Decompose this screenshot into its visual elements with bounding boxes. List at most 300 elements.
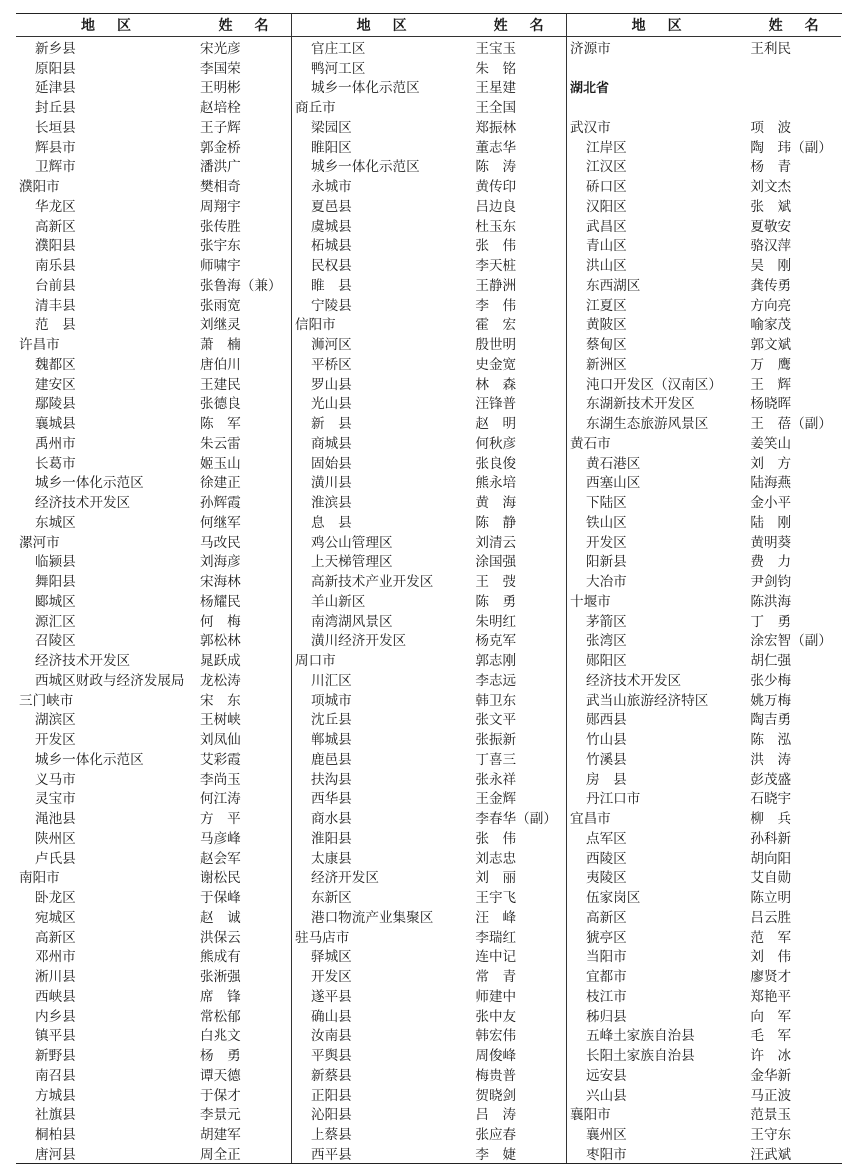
- region-cell: 潢川经济开发区: [311, 633, 407, 650]
- table-row: [292, 393, 566, 413]
- table-column-1: [16, 14, 291, 1163]
- table-row: [292, 709, 566, 729]
- region-cell: 三门峡市: [19, 692, 74, 709]
- name-cell: 金华新: [750, 1067, 792, 1084]
- table-row: [16, 294, 291, 314]
- region-cell: 武昌区: [586, 218, 627, 235]
- region-cell: 淮滨县: [311, 495, 352, 512]
- table-row: [567, 1143, 841, 1163]
- name-cell: 赵 明: [475, 416, 517, 433]
- table-row: [292, 1143, 566, 1163]
- name-cell: 汪 峰: [475, 909, 517, 926]
- table-row: [567, 906, 841, 926]
- region-cell: 沌口开发区（汉南区）: [586, 376, 722, 393]
- region-cell: 浉河区: [311, 337, 352, 354]
- region-cell: 平舆县: [311, 1048, 352, 1065]
- table-row: [292, 1025, 566, 1045]
- region-cell: 卫辉市: [35, 159, 76, 176]
- name-cell: 王全国: [475, 100, 517, 117]
- region-cell: 黄石港区: [586, 455, 641, 472]
- table-row: [567, 452, 841, 472]
- name-cell: 霍 宏: [475, 317, 517, 334]
- region-cell: 襄州区: [586, 1127, 627, 1144]
- table-row: [292, 926, 566, 946]
- table-row: [16, 926, 291, 946]
- region-cell: 夷陵区: [586, 870, 627, 887]
- region-cell: 武汉市: [570, 119, 611, 136]
- table-row: [292, 254, 566, 274]
- table-row: [292, 847, 566, 867]
- name-cell: 孙辉霞: [200, 495, 241, 512]
- name-cell: 王明彬: [200, 80, 241, 97]
- name-cell: 宋海林: [200, 574, 241, 591]
- name-cell: 范景玉: [750, 1107, 792, 1124]
- name-cell: 李景元: [200, 1107, 241, 1124]
- region-cell: 张湾区: [586, 633, 627, 650]
- table-row: [292, 314, 566, 334]
- region-cell: 商丘市: [295, 100, 336, 117]
- region-cell: 商水县: [311, 811, 352, 828]
- region-cell: 下陆区: [586, 495, 627, 512]
- table-row: [567, 551, 841, 571]
- region-cell: 鄢陵县: [35, 396, 76, 413]
- name-cell: 尹剑钧: [750, 574, 792, 591]
- region-cell: 竹溪县: [586, 751, 627, 768]
- name-cell: 李国荣: [200, 60, 241, 77]
- region-cell: 城乡一体化示范区: [35, 751, 144, 768]
- region-cell: 房 县: [586, 771, 627, 788]
- table-row: [16, 1064, 291, 1084]
- table-row: [292, 215, 566, 235]
- name-cell: 韩宏伟: [475, 1028, 517, 1045]
- table-row: [292, 57, 566, 77]
- region-cell: 南召县: [35, 1067, 76, 1084]
- table-row: [292, 669, 566, 689]
- region-cell: 兴山县: [586, 1087, 627, 1104]
- region-cell: 经济技术开发区: [35, 495, 131, 512]
- name-cell: 王守东: [750, 1127, 792, 1144]
- table-row: [292, 1104, 566, 1124]
- table-row: [567, 96, 841, 116]
- table-row: [16, 393, 291, 413]
- table-row: [16, 353, 291, 373]
- region-cell: 延津县: [35, 80, 76, 97]
- table-row: [292, 570, 566, 590]
- name-cell: 张良俊: [475, 455, 517, 472]
- table-row: [567, 867, 841, 887]
- name-cell: 刘 伟: [750, 949, 792, 966]
- table-row: [16, 432, 291, 452]
- region-cell: 长葛市: [35, 455, 76, 472]
- region-cell: 义马市: [35, 771, 76, 788]
- name-cell: 王宇飞: [475, 890, 517, 907]
- table-row: [567, 709, 841, 729]
- table-row: [292, 412, 566, 432]
- table-row: [567, 649, 841, 669]
- name-cell: 李春华（副）: [475, 811, 557, 828]
- name-cell: 王金辉: [475, 791, 517, 808]
- table-row: [292, 531, 566, 551]
- table-row: [567, 768, 841, 788]
- table-row: [292, 235, 566, 255]
- name-cell: 龙松涛: [200, 672, 241, 689]
- region-cell: 方城县: [35, 1087, 76, 1104]
- name-cell: 刘 丽: [475, 870, 517, 887]
- region-cell: 东城区: [35, 514, 76, 531]
- region-cell: 正阳县: [311, 1087, 352, 1104]
- table-row: [292, 274, 566, 294]
- name-cell: 费 力: [750, 554, 792, 571]
- table-row: [292, 136, 566, 156]
- name-cell: 王子辉: [200, 119, 241, 136]
- name-cell: 张传胜: [200, 218, 241, 235]
- region-cell: 点军区: [586, 830, 627, 847]
- table-row: [567, 965, 841, 985]
- table-row: [16, 452, 291, 472]
- region-cell: 西陵区: [586, 850, 627, 867]
- region-cell: 东湖新技术开发区: [586, 396, 695, 413]
- region-cell: 禹州市: [35, 435, 76, 452]
- name-cell: 史金宽: [475, 356, 517, 373]
- header-name: 姓名: [768, 18, 841, 34]
- region-cell: 茅箭区: [586, 613, 627, 630]
- region-cell: 青山区: [586, 238, 627, 255]
- table-row: [567, 1025, 841, 1045]
- name-cell: 张 伟: [475, 830, 517, 847]
- region-cell: 城乡一体化示范区: [35, 475, 144, 492]
- region-cell: 西塞山区: [586, 475, 641, 492]
- name-cell: 刘志忠: [475, 850, 517, 867]
- name-cell: 张雨宽: [200, 297, 241, 314]
- region-cell: 东湖生态旅游风景区: [586, 416, 709, 433]
- table-row: [567, 37, 841, 57]
- table-row: [567, 57, 841, 77]
- region-cell: 西城区财政与经济发展局: [35, 672, 185, 689]
- region-cell: 十堰市: [570, 593, 611, 610]
- name-cell: 萧 楠: [200, 337, 241, 354]
- table-row: [567, 531, 841, 551]
- table-row: [567, 254, 841, 274]
- region-cell: 东西湖区: [586, 277, 641, 294]
- directory-table: [16, 13, 842, 1164]
- region-cell: 太康县: [311, 850, 352, 867]
- name-cell: 宋光彦: [200, 40, 241, 57]
- table-row: [292, 689, 566, 709]
- region-cell: 汉阳区: [586, 198, 627, 215]
- name-cell: 郭志刚: [475, 653, 517, 670]
- name-cell: 王星建: [475, 80, 517, 97]
- region-cell: 商城县: [311, 435, 352, 452]
- region-cell: 社旗县: [35, 1107, 76, 1124]
- region-cell: 范 县: [35, 317, 76, 334]
- table-row: [16, 728, 291, 748]
- region-cell: 襄阳市: [570, 1107, 611, 1124]
- name-cell: 胡建军: [200, 1127, 241, 1144]
- region-cell: 高新区: [586, 909, 627, 926]
- name-cell: 涂国强: [475, 554, 517, 571]
- region-cell: 郧阳区: [586, 653, 627, 670]
- header-region: 地区: [356, 18, 429, 34]
- name-cell: 杨耀民: [200, 593, 241, 610]
- table-row: [292, 788, 566, 808]
- name-cell: 杨 勇: [200, 1048, 241, 1065]
- name-cell: 郑艳平: [750, 988, 792, 1005]
- region-cell: 陕州区: [35, 830, 76, 847]
- name-cell: 郭金桥: [200, 139, 241, 156]
- table-row: [567, 156, 841, 176]
- table-row: [16, 274, 291, 294]
- table-row: [16, 788, 291, 808]
- name-cell: 王建民: [200, 376, 241, 393]
- table-row: [292, 491, 566, 511]
- table-row: [567, 511, 841, 531]
- name-cell: 杨晓晖: [750, 396, 792, 413]
- region-cell: 源汇区: [35, 613, 76, 630]
- name-cell: 陈 泓: [750, 732, 792, 749]
- table-row: [567, 847, 841, 867]
- table-row: [567, 77, 841, 97]
- name-cell: 李瑞红: [475, 929, 517, 946]
- name-cell: 林 森: [475, 376, 517, 393]
- table-row: [292, 96, 566, 116]
- region-cell: 当阳市: [586, 949, 627, 966]
- table-row: [567, 373, 841, 393]
- region-cell: 官庄工区: [311, 40, 366, 57]
- region-cell: 沈丘县: [311, 712, 352, 729]
- region-cell: 西峡县: [35, 988, 76, 1005]
- name-cell: 许 冰: [750, 1048, 792, 1065]
- name-cell: 唐伯川: [200, 356, 241, 373]
- name-cell: 刘清云: [475, 534, 517, 551]
- region-cell: 原阳县: [35, 60, 76, 77]
- name-cell: 谢松民: [200, 870, 241, 887]
- table-row: [567, 689, 841, 709]
- name-cell: 马正波: [750, 1087, 792, 1104]
- name-cell: 李 伟: [475, 297, 517, 314]
- region-cell: 南湾湖风景区: [311, 613, 393, 630]
- table-row: [292, 748, 566, 768]
- region-cell: 新乡县: [35, 40, 76, 57]
- region-cell: 新野县: [35, 1048, 76, 1065]
- table-row: [292, 195, 566, 215]
- region-cell: 沁阳县: [311, 1107, 352, 1124]
- table-row: [567, 412, 841, 432]
- name-cell: 陆海燕: [750, 475, 792, 492]
- name-cell: 李志远: [475, 672, 517, 689]
- region-cell: 华龙区: [35, 198, 76, 215]
- table-row: [567, 314, 841, 334]
- region-cell: 邓州市: [35, 949, 76, 966]
- name-cell: 郑振林: [475, 119, 517, 136]
- table-row: [292, 175, 566, 195]
- region-cell: 睢 县: [311, 277, 352, 294]
- region-cell: 铁山区: [586, 514, 627, 531]
- name-cell: 刘 方: [750, 455, 792, 472]
- table-row: [16, 215, 291, 235]
- region-cell: 江岸区: [586, 139, 627, 156]
- name-cell: 连中记: [475, 949, 517, 966]
- name-cell: 于保才: [200, 1087, 241, 1104]
- table-row: [292, 353, 566, 373]
- name-cell: 张振新: [475, 732, 517, 749]
- name-cell: 黄传印: [475, 179, 517, 196]
- table-row: [292, 551, 566, 571]
- region-cell: 宛城区: [35, 909, 76, 926]
- region-cell: 鸡公山管理区: [311, 534, 393, 551]
- name-cell: 陶吉勇: [750, 712, 792, 729]
- region-cell: 远安县: [586, 1067, 627, 1084]
- region-cell: 梁园区: [311, 119, 352, 136]
- table-row: [567, 1104, 841, 1124]
- region-cell: 湖北省: [570, 80, 610, 96]
- table-row: [16, 116, 291, 136]
- name-cell: 白兆文: [200, 1028, 241, 1045]
- name-cell: 吕 涛: [475, 1107, 517, 1124]
- region-cell: 经济技术开发区: [586, 672, 682, 689]
- name-cell: 席 锋: [200, 988, 241, 1005]
- name-cell: 贺晓剑: [475, 1087, 517, 1104]
- name-cell: 姬玉山: [200, 455, 241, 472]
- table-row: [292, 728, 566, 748]
- table-row: [16, 77, 291, 97]
- region-cell: 周口市: [295, 653, 336, 670]
- name-cell: 张少梅: [750, 672, 792, 689]
- name-cell: 郭松林: [200, 633, 241, 650]
- region-cell: 港口物流产业集聚区: [311, 909, 434, 926]
- region-cell: 驿城区: [311, 949, 352, 966]
- table-row: [292, 1064, 566, 1084]
- table-row: [16, 96, 291, 116]
- name-cell: 周全正: [200, 1146, 241, 1163]
- region-cell: 魏都区: [35, 356, 76, 373]
- table-row: [292, 906, 566, 926]
- name-cell: 陈 军: [200, 416, 241, 433]
- region-cell: 阳新县: [586, 554, 627, 571]
- table-row: [567, 294, 841, 314]
- region-cell: 经济开发区: [311, 870, 379, 887]
- region-cell: 城乡一体化示范区: [311, 80, 420, 97]
- region-cell: 黄石市: [570, 435, 611, 452]
- name-cell: 师啸宇: [200, 258, 241, 275]
- region-cell: 黄陂区: [586, 317, 627, 334]
- name-cell: 张宇东: [200, 238, 241, 255]
- region-cell: 潢川县: [311, 475, 352, 492]
- region-cell: 召陵区: [35, 633, 76, 650]
- table-row: [16, 254, 291, 274]
- region-cell: 上蔡县: [311, 1127, 352, 1144]
- region-cell: 建安区: [35, 376, 76, 393]
- region-cell: 湖滨区: [35, 712, 76, 729]
- name-cell: 杨 青: [750, 159, 792, 176]
- region-cell: 长阳土家族自治县: [586, 1048, 695, 1065]
- name-cell: 郭文斌: [750, 337, 792, 354]
- table-row: [16, 669, 291, 689]
- name-cell: 张文平: [475, 712, 517, 729]
- table-row: [292, 1084, 566, 1104]
- name-cell: 夏敬安: [750, 218, 792, 235]
- region-cell: 淅川县: [35, 969, 76, 986]
- region-cell: 宜都市: [586, 969, 627, 986]
- name-cell: 樊相奇: [200, 179, 241, 196]
- header-name: 姓名: [493, 18, 566, 34]
- name-cell: 陆 刚: [750, 514, 792, 531]
- region-cell: 卢氏县: [35, 850, 76, 867]
- name-cell: 汪锋普: [475, 396, 517, 413]
- name-cell: 熊永培: [475, 475, 517, 492]
- region-cell: 开发区: [586, 534, 627, 551]
- region-cell: 宜昌市: [570, 811, 611, 828]
- table-row: [16, 195, 291, 215]
- table-row: [567, 235, 841, 255]
- table-row: [292, 472, 566, 492]
- region-cell: 桐柏县: [35, 1127, 76, 1144]
- table-row: [567, 393, 841, 413]
- table-row: [16, 768, 291, 788]
- table-row: [567, 886, 841, 906]
- region-cell: 渑池县: [35, 811, 76, 828]
- table-row: [292, 610, 566, 630]
- table-row: [16, 235, 291, 255]
- name-cell: 胡仁强: [750, 653, 792, 670]
- table-row: [16, 748, 291, 768]
- name-cell: 殷世明: [475, 337, 517, 354]
- region-cell: 经济技术开发区: [35, 653, 131, 670]
- table-row: [292, 373, 566, 393]
- region-cell: 郾城区: [35, 593, 76, 610]
- region-cell: 秭归县: [586, 1008, 627, 1025]
- name-cell: 陈洪海: [750, 593, 792, 610]
- table-row: [292, 156, 566, 176]
- table-row: [16, 590, 291, 610]
- table-row: [292, 1044, 566, 1064]
- table-row: [292, 590, 566, 610]
- region-cell: 濮阳县: [35, 238, 76, 255]
- name-cell: 黄明葵: [750, 534, 792, 551]
- region-cell: 民权县: [311, 258, 352, 275]
- region-cell: 息 县: [311, 514, 352, 531]
- region-cell: 硚口区: [586, 179, 627, 196]
- region-cell: 驻马店市: [295, 929, 350, 946]
- region-cell: 蔡甸区: [586, 337, 627, 354]
- name-cell: 姚万梅: [750, 692, 792, 709]
- region-cell: 柘城县: [311, 238, 352, 255]
- table-row: [16, 827, 291, 847]
- name-cell: 涂宏智（副）: [750, 633, 832, 650]
- region-cell: 东新区: [311, 890, 352, 907]
- table-row: [567, 432, 841, 452]
- table-row: [16, 867, 291, 887]
- region-cell: 西平县: [311, 1146, 352, 1163]
- name-cell: 徐建正: [200, 475, 241, 492]
- table-row: [16, 1143, 291, 1163]
- name-cell: 洪保云: [200, 929, 241, 946]
- name-cell: 李尚玉: [200, 771, 241, 788]
- region-cell: 平桥区: [311, 356, 352, 373]
- region-cell: 罗山县: [311, 376, 352, 393]
- name-cell: 彭茂盛: [750, 771, 792, 788]
- table-row: [16, 37, 291, 57]
- name-cell: 赵培栓: [200, 100, 241, 117]
- region-cell: 鹿邑县: [311, 751, 352, 768]
- header-name: 姓名: [218, 18, 291, 34]
- table-row: [567, 630, 841, 650]
- region-cell: 竹山县: [586, 732, 627, 749]
- name-cell: 马彦峰: [200, 830, 241, 847]
- name-cell: 李 婕: [475, 1146, 517, 1163]
- table-row: [16, 689, 291, 709]
- table-row: [16, 1123, 291, 1143]
- table-row: [567, 491, 841, 511]
